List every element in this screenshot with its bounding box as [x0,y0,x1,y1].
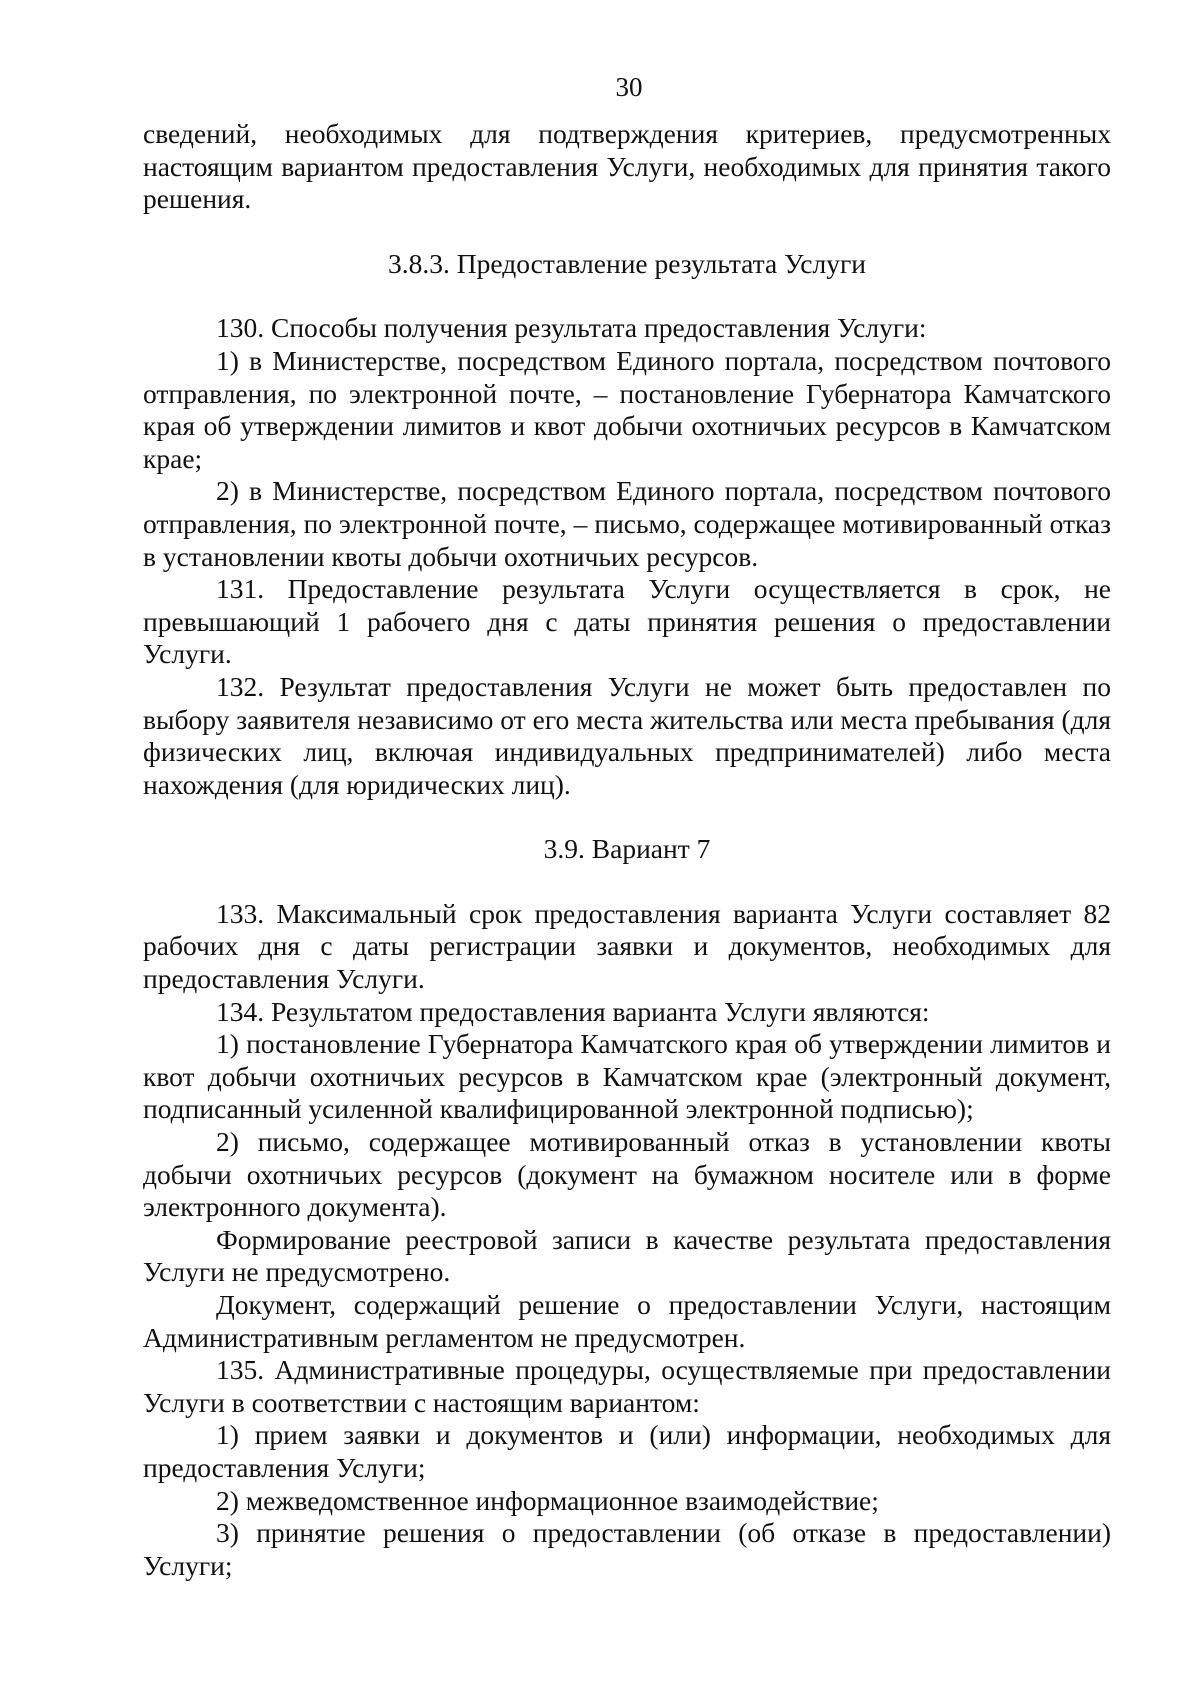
paragraph: 2) письмо, содержащее мотивированный отказ в установлении квоты добычи охотничьих ресурсов (документ на бумажном носителе или в форме электронного документа). [143,1126,1111,1223]
paragraph: 134. Результатом предоставления варианта Услуги являются: [216,995,930,1027]
paragraph: 132. Результат предоставления Услуги не может быть предоставлен по выбору заявителя независимо от его места жительства или места пребывания (для физических лиц, включая индивидуальных предпринимателей) либо места нахождения (для юридических лиц). [143,670,1111,800]
section-heading: 3.8.3. Предоставление результата Услуги [388,247,866,279]
paragraph: 2) межведомственное информационное взаимодействие; [216,1484,879,1516]
paragraph: 2) в Министерстве, посредством Единого портала, посредством почтового отправления, по электронной почте, – письмо, содержащее мотивированный отказ в установлении квоты добычи охотничьих ресурсов. [143,475,1111,572]
paragraph: 133. Максимальный срок предоставления варианта Услуги составляет 82 рабочих дня с даты регистрации заявки и документов, необходимых для предоставления Услуги. [143,897,1111,995]
paragraph: сведений, необходимых для подтверждения критериев, предусмотренных настоящим вариантом предоставления Услуги, необходимых для принятия такого решения. [143,118,1111,215]
section-heading: 3.9. Вариант 7 [543,833,711,865]
page-number: 30 [615,72,643,102]
paragraph: 3) принятие решения о предоставлении (об отказе в предоставлении) Услуги; [143,1517,1111,1581]
paragraph: 1) в Министерстве, посредством Единого портала, посредством почтового отправления, по электронной почте, – постановление Губернатора Камчатского края об утверждении лимитов и квот добычи охотничьих ресурсов в Камчатском крае; [143,344,1111,474]
document-body [143,118,1111,1582]
paragraph: 1) прием заявки и документов и (или) информации, необходимых для предоставления Услуги; [143,1419,1111,1483]
paragraph: 1) постановление Губернатора Камчатского края об утверждении лимитов и квот добычи охотничьих ресурсов в Камчатском крае (электронный документ, подписанный усиленной квалифицированной электронной подписью); [143,1028,1111,1125]
paragraph: Формирование реестровой записи в качестве результата предоставления Услуги не предусмотрено. [143,1223,1111,1288]
paragraph: 130. Способы получения результата предоставления Услуги: [216,312,927,344]
paragraph: 131. Предоставление результата Услуги осуществляется в срок, не превышающий 1 рабочего дня с даты принятия решения о предоставлении Услуги. [143,573,1111,670]
paragraph: 135. Административные процедуры, осуществляемые при предоставлении Услуги в соответствии с настоящим вариантом: [143,1354,1111,1418]
paragraph: Документ, содержащий решение о предоставлении Услуги, настоящим Административным регламентом не предусмотрен. [143,1289,1111,1353]
